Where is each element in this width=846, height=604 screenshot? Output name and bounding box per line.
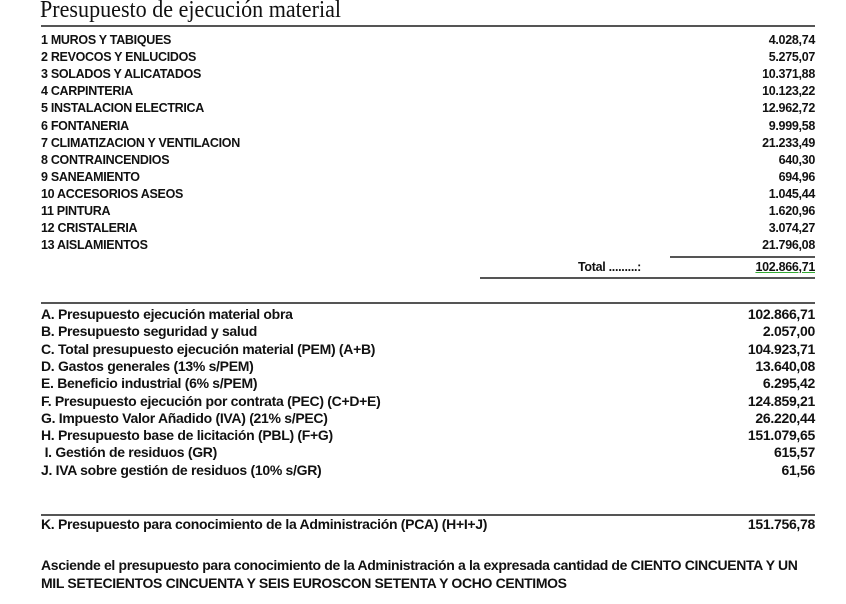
row-label: 2 REVOCOS Y ENLUCIDOS xyxy=(41,50,197,65)
summary-row xyxy=(41,410,815,427)
chapter-row xyxy=(41,135,815,152)
summary-row xyxy=(41,462,815,479)
final-row xyxy=(41,516,815,533)
chapter-row xyxy=(41,169,815,186)
row-label: 7 CLIMATIZACION Y VENTILACION xyxy=(41,135,240,150)
row-value: 26.220,44 xyxy=(755,409,815,426)
chapter-row xyxy=(41,220,815,237)
amount-in-words: Asciende el presupuesto para conocimiento de la Administración a la expresada cantidad de CIENTO CINCUENTA Y UN MIL SETECIENTOS CINCUENTA Y SEIS EUROSCON SETENTA Y OCHO CENTIMOS xyxy=(41,557,798,591)
row-value: 10.371,88 xyxy=(762,67,815,82)
row-label: 8 CONTRAINCENDIOS xyxy=(41,152,170,167)
row-label: 11 PINTURA xyxy=(41,204,111,218)
summary-row xyxy=(41,427,815,444)
row-value: 104.923,71 xyxy=(747,340,815,357)
row-value: 640,30 xyxy=(778,152,815,167)
summary-row xyxy=(41,323,815,340)
row-value: 21.233,49 xyxy=(762,135,815,150)
row-label: F. Presupuesto ejecución por contrata (PEC) (C+D+E) xyxy=(41,392,381,409)
row-label: I. Gestión de residuos (GR) xyxy=(41,444,217,461)
row-label: J. IVA sobre gestión de residuos (10% s/GR) xyxy=(41,461,322,478)
row-value: 10.123,22 xyxy=(762,84,815,99)
row-value: 12.962,72 xyxy=(762,101,815,116)
row-label: G. Impuesto Valor Añadido (IVA) (21% s/PEC) xyxy=(41,409,328,426)
summary-row xyxy=(41,393,815,410)
chapter-row xyxy=(41,186,815,203)
row-label: 4 CARPINTERIA xyxy=(41,84,133,99)
row-label: 1 MUROS Y TABIQUES xyxy=(41,33,172,47)
row-label: 10 ACCESORIOS ASEOS xyxy=(41,186,184,201)
chapter-row xyxy=(41,32,815,49)
row-value: 3.074,27 xyxy=(768,221,815,236)
row-label: 6 FONTANERIA xyxy=(41,118,129,133)
chapter-row xyxy=(41,66,815,83)
row-value: 5.275,07 xyxy=(768,50,815,65)
row-label: 5 INSTALACION ELECTRICA xyxy=(41,101,205,116)
total-value: 102.866,71 xyxy=(755,260,815,274)
row-label: B. Presupuesto seguridad y salud xyxy=(41,323,258,340)
row-value: 4.028,74 xyxy=(768,33,815,47)
row-label: D. Gastos generales (13% s/PEM) xyxy=(41,357,254,374)
chapter-row xyxy=(41,118,815,135)
summary-row xyxy=(41,375,815,392)
row-value: 151.079,65 xyxy=(747,427,815,444)
summary-row xyxy=(41,306,815,323)
row-value: 124.859,21 xyxy=(747,392,815,409)
row-value: 6.295,42 xyxy=(762,375,815,392)
chapter-row xyxy=(41,237,815,254)
final-value: 151.756,78 xyxy=(747,516,815,532)
row-label: 13 AISLAMIENTOS xyxy=(41,238,148,253)
row-label: E. Beneficio industrial (6% s/PEM) xyxy=(41,375,258,392)
summary-row xyxy=(41,341,815,358)
total-label: Total .........: xyxy=(578,260,642,274)
row-value: 21.796,08 xyxy=(762,238,815,253)
row-value: 1.045,44 xyxy=(768,186,815,201)
total-bottom-rule xyxy=(480,277,815,279)
row-label: H. Presupuesto base de licitación (PBL) (F+G) xyxy=(41,427,333,444)
chapter-row xyxy=(41,152,815,169)
row-label: A. Presupuesto ejecución material obra xyxy=(41,306,293,322)
row-value: 9.999,58 xyxy=(768,118,815,133)
row-label: 9 SANEAMIENTO xyxy=(41,169,140,184)
row-value: 694,96 xyxy=(778,169,815,184)
row-value: 61,56 xyxy=(781,461,815,478)
row-value: 1.620,96 xyxy=(768,204,815,218)
chapter-row xyxy=(41,49,815,66)
row-value: 615,57 xyxy=(773,444,815,461)
final-label: K. Presupuesto para conocimiento de la Administración (PCA) (H+I+J) xyxy=(41,516,488,532)
summary-divider xyxy=(41,302,815,304)
summary-row xyxy=(41,358,815,375)
summary-row xyxy=(41,444,815,461)
title-divider xyxy=(41,25,815,27)
row-label: C. Total presupuesto ejecución material (PEM) (A+B) xyxy=(41,340,376,357)
chapter-row xyxy=(41,203,815,220)
document-title: Presupuesto de ejecución material xyxy=(40,0,342,23)
chapter-row xyxy=(41,83,815,100)
row-value: 102.866,71 xyxy=(747,306,815,322)
chapter-row xyxy=(41,100,815,117)
total-top-rule xyxy=(670,256,815,258)
row-value: 2.057,00 xyxy=(762,323,815,340)
row-value: 13.640,08 xyxy=(755,357,815,374)
row-label: 12 CRISTALERIA xyxy=(41,221,138,236)
row-label: 3 SOLADOS Y ALICATADOS xyxy=(41,67,202,82)
